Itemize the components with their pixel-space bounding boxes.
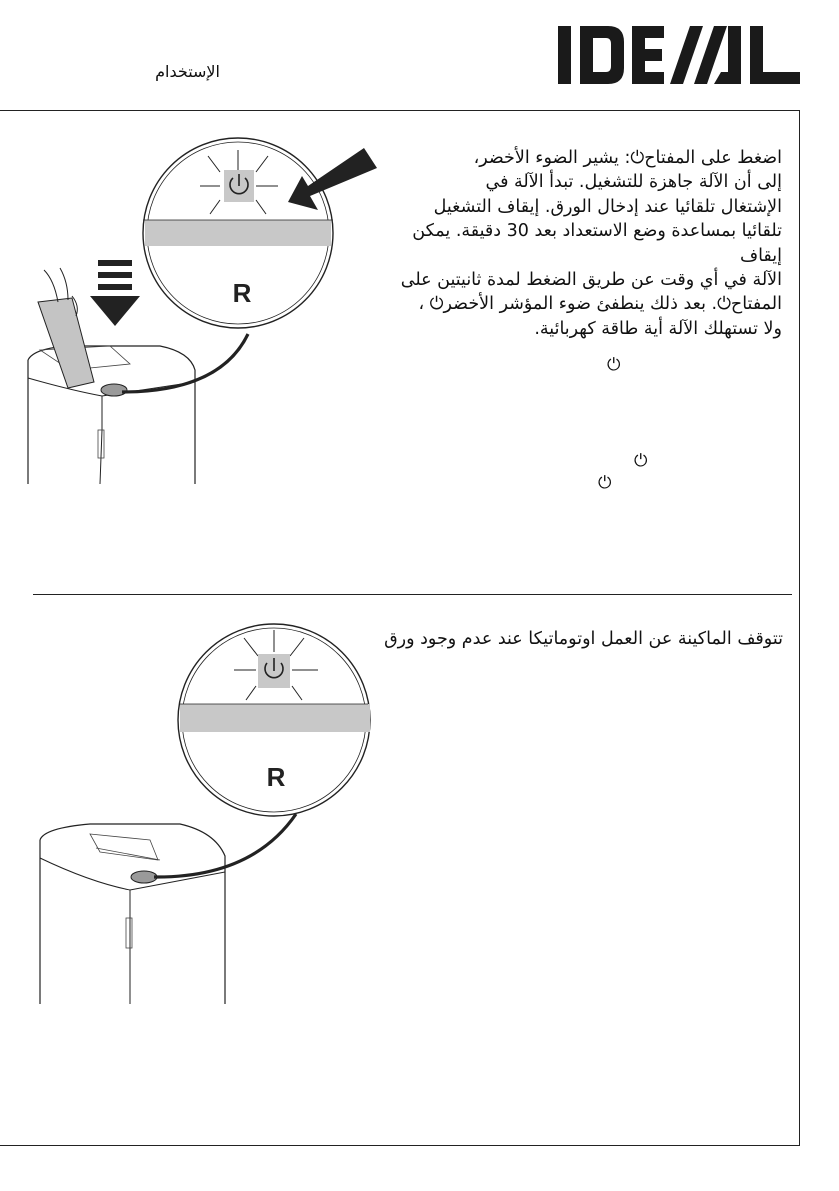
power-symbol-icon: ⏻ xyxy=(598,473,612,493)
header-divider xyxy=(0,110,800,111)
footer-divider xyxy=(0,1145,800,1146)
shredder-illustration-insert-paper xyxy=(10,120,400,500)
section-title: الإستخدام xyxy=(155,62,220,81)
instruction-line: ولا تستهلك الآلة أية طاقة كهربائية. xyxy=(534,318,782,339)
power-symbol-icon: ⏻ xyxy=(634,451,648,471)
section-divider xyxy=(33,594,792,595)
right-border xyxy=(799,110,800,1146)
section2-instructions: تتوقف الماكينة عن العمل اوتوماتيكا عند عدم وجود ورق xyxy=(384,629,783,649)
instruction-line: اضغط على المفتاح⏻: يشير الضوء الأخضر، xyxy=(473,148,782,168)
illustration-label: R xyxy=(232,278,252,308)
power-symbol-icon: ⏻ xyxy=(607,355,621,375)
instruction-line: المفتاح⏻. بعد ذلك ينطفئ ضوء المؤشر الأخضر⏻ ، xyxy=(418,294,782,315)
instruction-line: الإشتغال تلقائيا عند إدخال الورق. إيقاف التشغيل xyxy=(433,196,782,217)
instruction-line: الآلة في أي وقت عن طريق الضغط لمدة ثانيتين على xyxy=(400,270,782,291)
instruction-line: إلى أن الآلة جاهزة للتشغيل. تبدأ الآلة في xyxy=(485,172,782,193)
section1-instructions xyxy=(400,146,782,341)
shredder-illustration-no-paper xyxy=(30,620,380,1010)
brand-logo xyxy=(556,22,802,88)
illustration-label: R xyxy=(266,762,286,792)
instruction-line: تلقائيا بمساعدة وضع الاستعداد بعد 30 دقيقة. يمكن إيقاف xyxy=(412,221,782,266)
